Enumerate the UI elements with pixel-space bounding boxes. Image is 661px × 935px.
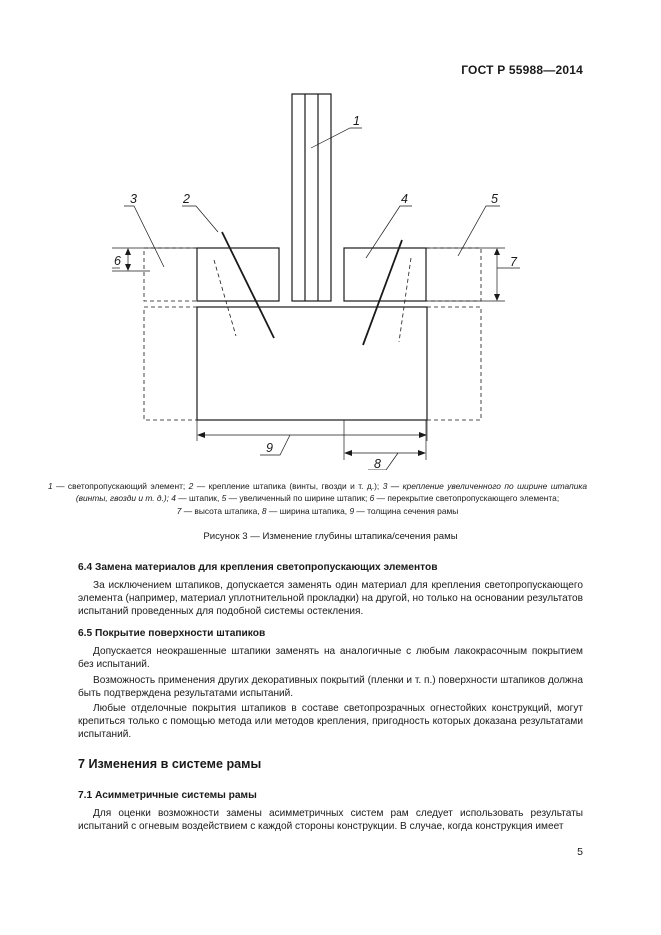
section-6-5-paragraph-2: Возможность применения других декоративных покрытий (пленки и т. п.) поверхности штапиков должна быть подтверждена результатами испытаний. bbox=[78, 675, 583, 700]
enlarged-fastener-left bbox=[214, 260, 236, 336]
leader-5 bbox=[458, 206, 500, 256]
label-2: 2 bbox=[183, 192, 190, 206]
leader-2 bbox=[182, 206, 218, 232]
figure-legend: 1 — светопропускающий элемент; 2 — крепление штапика (винты, гвозди и т. д.); 3 — крепление увеличенного по ширине штапика (винты, гвозди и т. д.); 4 — штапик, 5 — увеличенный по ширине штапик; 6 — перекрытие светопропускающего элемента; 7 — высота штапика, 8 — ширина штапика, 9 — толщина сечения рамы bbox=[48, 481, 587, 516]
label-6: 6 bbox=[114, 254, 121, 268]
enlarged-frame-left bbox=[144, 307, 197, 420]
section-6-5-title: 6.5 Покрытие поверхности штапиков bbox=[78, 628, 266, 639]
section-6-4-paragraph: За исключением штапиков, допускается заменять один материал для крепления светопропускающего элемента (например, материал уплотнительной прокладки) на другой, но только на основании результатов испытаний проведенных для подобной системы остекления. bbox=[78, 580, 583, 618]
enlarged-bead-right bbox=[426, 248, 481, 301]
page-number: 5 bbox=[577, 846, 583, 858]
label-9: 9 bbox=[266, 441, 273, 455]
label-8: 8 bbox=[374, 457, 381, 470]
section-7-title: 7 Изменения в системе рамы bbox=[78, 757, 262, 771]
section-6-5-paragraph-3: Любые отделочные покрытия штапиков в составе светопрозрачных огнестойких конструкций, могут крепиться только с помощью метода или методов крепления, пригодность которых доказана результатами испытаний. bbox=[78, 703, 583, 741]
section-7-1-title: 7.1 Асимметричные системы рамы bbox=[78, 790, 257, 801]
fastener-right bbox=[363, 240, 402, 345]
leader-1 bbox=[311, 128, 362, 148]
glazing-bead-right bbox=[344, 248, 426, 301]
section-7-1-paragraph: Для оценки возможности замены асимметричных систем рам следует использовать результаты испытаний с огневым воздействием с каждой стороны конструкции. В случае, когда конструкция имеет bbox=[78, 808, 583, 833]
leader-3 bbox=[124, 206, 164, 267]
figure-caption: Рисунок 3 — Изменение глубины штапика/сечения рамы bbox=[203, 531, 458, 542]
label-1: 1 bbox=[353, 114, 360, 128]
label-5: 5 bbox=[491, 192, 498, 206]
label-7: 7 bbox=[510, 255, 517, 269]
label-4: 4 bbox=[401, 192, 408, 206]
label-3: 3 bbox=[130, 192, 137, 206]
glazing-bead-left bbox=[197, 248, 279, 301]
enlarged-bead-left bbox=[144, 248, 197, 301]
frame-section bbox=[197, 307, 427, 420]
leader-4 bbox=[366, 206, 412, 258]
section-6-4-title: 6.4 Замена материалов для крепления светопропускающих элементов bbox=[78, 562, 438, 573]
enlarged-frame-right bbox=[427, 307, 481, 420]
standard-header: ГОСТ Р 55988—2014 bbox=[461, 63, 583, 77]
enlarged-fastener-right bbox=[399, 258, 411, 342]
glazing-element bbox=[292, 94, 331, 301]
section-6-5-paragraph-1: Допускается неокрашенные штапики заменять на аналогичные с любым лакокрасочным покрытием без испытаний. bbox=[78, 646, 583, 671]
